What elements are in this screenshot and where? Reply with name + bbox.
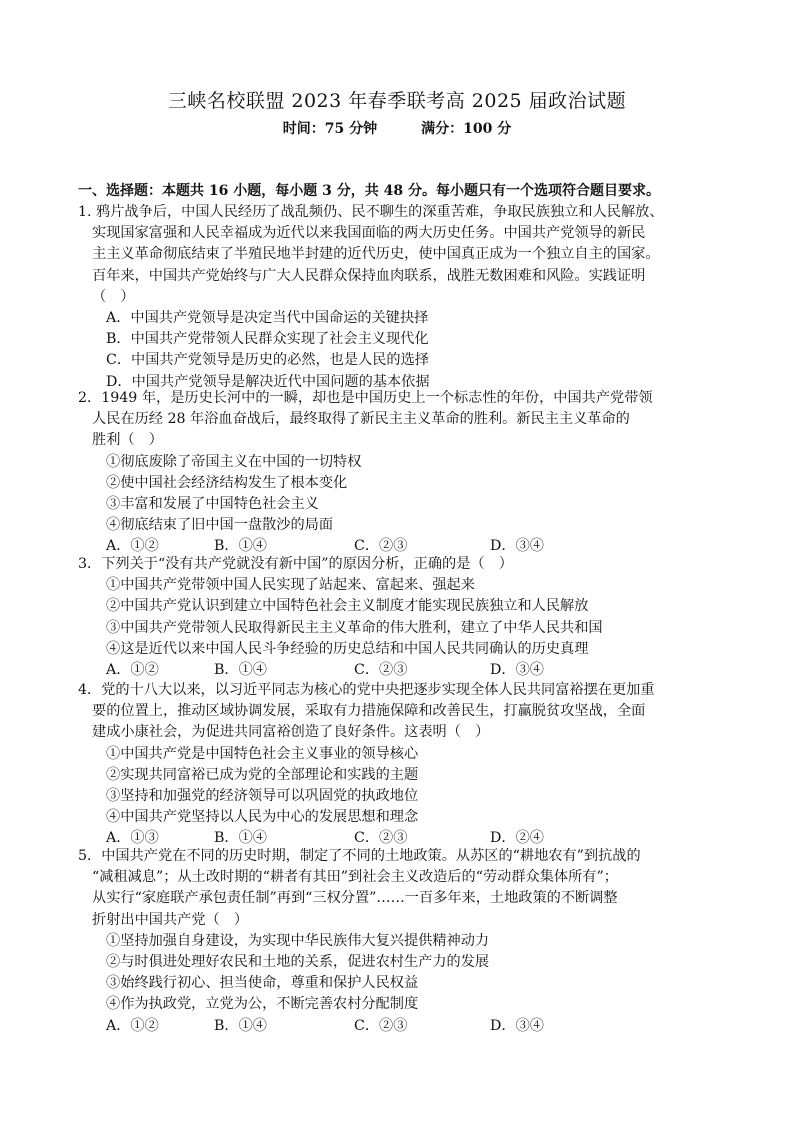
option-b: B．中国共产党带领人民群众实现了社会主义现代化 — [106, 331, 429, 348]
choice-a: A．①③ — [106, 830, 159, 847]
option-d: D．中国共产党领导是解决近代中国问题的基本依据 — [106, 373, 430, 390]
question-5 — [78, 846, 718, 1037]
statement-2: ②使中国社会经济结构发生了根本变化 — [106, 474, 348, 491]
choice-d: D．③④ — [490, 538, 544, 555]
answer-choices — [78, 1016, 718, 1037]
statement-3: ③始终践行初心、担当使命，尊重和保护人民权益 — [106, 975, 419, 992]
choice-d: D．③④ — [490, 1017, 544, 1034]
option-c: C．中国共产党领导是历史的必然，也是人民的选择 — [106, 352, 429, 369]
question-stem — [78, 202, 718, 308]
choice-c: C．②③ — [354, 538, 408, 555]
exam-subtitle — [0, 118, 794, 138]
statement-4: ④彻底结束了旧中国一盘散沙的局面 — [106, 517, 334, 534]
section-heading: 一、选择题：本题共 16 小题，每小题 3 分，共 48 分。每小题只有一个选项符合题目要求。 — [78, 183, 660, 199]
stem-line: “减租减息”；从土改时期的“耕者有其田”到社会主义改造后的“劳动群众集体所有”； — [92, 869, 618, 886]
choice-b: B．①④ — [214, 830, 267, 847]
choice-c: C．②③ — [354, 662, 408, 679]
stem-line: 胜利（ ） — [92, 432, 163, 449]
question-4 — [78, 680, 718, 849]
statement-2: ②中国共产党认识到建立中国特色社会主义制度才能实现民族独立和人民解放 — [106, 598, 589, 615]
choice-c: C．②③ — [354, 830, 408, 847]
choice-c: C．②③ — [354, 1017, 408, 1034]
stem-line: 折射出中国共产党（ ） — [92, 911, 249, 928]
choice-b: B．①④ — [214, 1017, 267, 1034]
question-3 — [78, 554, 718, 681]
statement-1: ①中国共产党是中国特色社会主义事业的领导核心 — [106, 745, 419, 762]
choice-d: D．②④ — [490, 830, 544, 847]
option-a: A．中国共产党领导是决定当代中国命运的关键抉择 — [106, 310, 429, 327]
choice-a: A．①② — [106, 1017, 159, 1034]
stem-line: 5．中国共产党在不同的历史时期，制定了不同的土地政策。从苏区的“耕地农有”到抗战的 — [78, 848, 641, 864]
statement-4: ④作为执政党，立党为公，不断完善农村分配制度 — [106, 996, 419, 1013]
choice-a: A．①② — [106, 538, 159, 555]
exam-time: 时间：75 分钟 — [282, 121, 378, 137]
statement-3: ③丰富和发展了中国特色社会主义 — [106, 496, 319, 513]
question-stem — [78, 846, 718, 931]
question-1 — [78, 202, 718, 393]
stem-line: 2．1949 年，是历史长河中的一瞬，却也是中国历史上一个标志性的年份，中国共产党带领 — [78, 390, 653, 406]
statement-1: ①中国共产党带领中国人民实现了站起来、富起来、强起来 — [106, 577, 475, 594]
statement-2: ②实现共同富裕已成为党的全部理论和实践的主题 — [106, 766, 419, 783]
statement-1: ①坚持加强自身建设，为实现中华民族伟大复兴提供精神动力 — [106, 932, 490, 949]
stem-line: 3．下列关于“没有共产党就没有新中国”的原因分析，正确的是（ ） — [78, 556, 513, 572]
choice-b: B．①④ — [214, 662, 267, 679]
answer-choices — [78, 660, 718, 681]
statement-4: ④中国共产党坚持以人民为中心的发展思想和理念 — [106, 809, 419, 826]
statement-2: ②与时俱进处理好农民和土地的关系，促进农村生产力的发展 — [106, 954, 490, 971]
exam-score: 满分：100 分 — [421, 121, 512, 137]
question-stem — [78, 554, 718, 575]
choice-d: D．③④ — [490, 662, 544, 679]
stem-line: 从实行“家庭联产承包责任制”再到“三权分置”……一百多年来，土地政策的不断调整 — [92, 890, 618, 907]
question-stem — [78, 388, 718, 452]
answer-blank: （ ） — [92, 288, 135, 305]
stem-line: 人民在历经 28 年浴血奋战后，最终取得了新民主主义革命的胜利。新民主主义革命的 — [92, 411, 630, 428]
stem-line: 实现国家富强和人民幸福成为近代以来我国面临的两大历史任务。中国共产党领导的新民 — [92, 225, 646, 242]
stem-line: 4．党的十八大以来，以习近平同志为核心的党中央把逐步实现全体人民共同富裕摆在更加重 — [78, 682, 655, 698]
stem-line: 百年来，中国共产党始终与广大人民群众保持血肉联系，战胜无数困难和风险。实践证明 — [92, 267, 646, 284]
choice-b: B．①④ — [214, 538, 267, 555]
statement-3: ③中国共产党带领人民取得新民主主义革命的伟大胜利，建立了中华人民共和国 — [106, 619, 603, 636]
question-stem — [78, 680, 718, 744]
choice-a: A．①② — [106, 662, 159, 679]
stem-line: 主主义革命彻底结束了半殖民地半封建的近代历史，使中国真正成为一个独立自主的国家。 — [92, 246, 660, 263]
statement-3: ③坚持和加强党的经济领导可以巩固党的执政地位 — [106, 788, 419, 805]
question-2 — [78, 388, 718, 557]
statement-4: ④这是近代以来中国人民斗争经验的历史总结和中国人民共同确认的历史真理 — [106, 640, 589, 657]
stem-line: 1. 鸦片战争后，中国人民经历了战乱频仍、民不聊生的深重苦难，争取民族独立和人民解放、 — [78, 204, 664, 220]
stem-line: 建成小康社会，为促进共同富裕创造了良好条件。这表明（ ） — [92, 724, 490, 741]
stem-line: 要的位置上，推动区域协调发展，采取有力措施保障和改善民生，打赢脱贫攻坚战，全面 — [92, 703, 646, 720]
statement-1: ①彻底废除了帝国主义在中国的一切特权 — [106, 453, 362, 470]
exam-title: 三峡名校联盟 2023 年春季联考高 2025 届政治试题 — [167, 90, 627, 112]
